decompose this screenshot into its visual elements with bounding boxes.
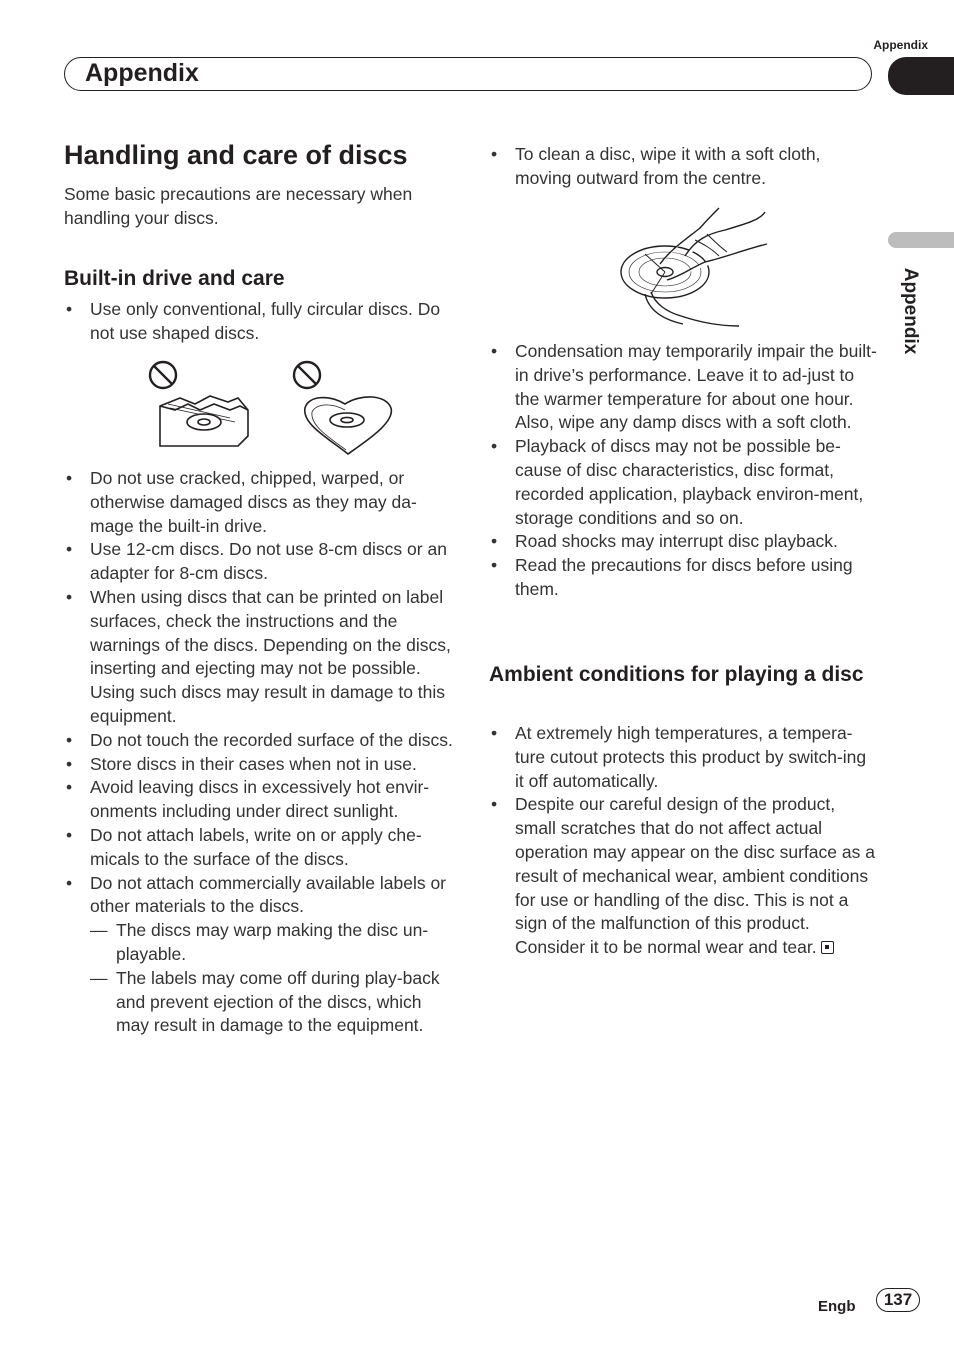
clean-list [489, 143, 874, 191]
section-bar-label: Appendix [85, 59, 199, 87]
end-of-section-icon [821, 941, 834, 954]
intro-paragraph: Some basic precautions are necessary when handling your discs. [64, 184, 413, 228]
list-item: • Playback of discs may not be possible be-cause of disc characteristics, disc format, recorded application, playback environ-ment, storage conditions and so on. [489, 435, 879, 530]
running-head: Appendix [873, 38, 928, 52]
builtin-list-top [64, 298, 449, 346]
list-item: • When using discs that can be printed on label surfaces, check the instructions and the warnings of the discs. Depending on the discs, inserting and ejecting may not be possible. Using such discs may result in damage to this equipment. [64, 586, 456, 729]
list-item: • Do not use cracked, chipped, warped, or otherwise damaged discs as they may da-mage the built-in drive. [64, 467, 456, 538]
list-item-text: Do not attach commercially available labels or other materials to the discs. [90, 872, 446, 917]
list-item: • Use 12-cm discs. Do not use 8-cm discs or an adapter for 8-cm discs. [64, 538, 456, 586]
list-item: • To clean a disc, wipe it with a soft cloth, moving outward from the centre. [489, 143, 874, 191]
list-item: • Use only conventional, fully circular discs. Do not use shaped discs. [64, 298, 449, 346]
list-item: • At extremely high temperatures, a tempera-ture cutout protects this product by switch-ing it off automatically. [489, 722, 879, 793]
side-tab-marker [888, 232, 954, 248]
list-item: • Do not attach labels, write on or apply che-micals to the surface of the discs. [64, 824, 456, 872]
page-number: 137 [876, 1288, 920, 1312]
section-tab-marker [888, 57, 954, 95]
list-item: • Road shocks may interrupt disc playback. [489, 530, 879, 554]
list-item: • Store discs in their cases when not in use. [64, 753, 456, 777]
prohibited-icon [294, 362, 320, 388]
list-item: • Do not touch the recorded surface of the discs. [64, 729, 456, 753]
ambient-list [489, 722, 879, 960]
list-item: • Avoid leaving discs in excessively hot envir-onments including under direct sunlight. [64, 776, 456, 824]
list-item: • Read the precautions for discs before using them. [489, 554, 879, 602]
prohibited-icon [150, 362, 176, 388]
page-title: Handling and care of discs [64, 140, 408, 170]
section-bar [64, 57, 872, 91]
cleaning-disc-figure [615, 200, 775, 330]
heart-disc-icon [305, 397, 392, 454]
sub-list-item: — The discs may warp making the disc un-playable. [90, 919, 456, 967]
right-list [489, 340, 879, 602]
list-item [64, 872, 456, 1039]
sub-list [90, 919, 456, 1038]
shaped-disc-figure [140, 358, 410, 458]
builtin-list [64, 467, 456, 1038]
list-item-text: Despite our careful design of the product, small scratches that do not affect actual operation may appear on the disc surface as a result of mechanical wear, ambient conditions for use or handling of the disc. This is not a sign of the malfunction of this product. Consider it to be normal wear and tear. [515, 794, 875, 958]
shaped-disc-icon [160, 396, 248, 446]
side-tab-label: Appendix [900, 267, 921, 355]
language-code: Engb [818, 1298, 856, 1315]
builtin-heading: Built-in drive and care [64, 267, 285, 290]
disc-cleaning-icon [621, 208, 767, 326]
list-item [489, 793, 879, 960]
ambient-heading: Ambient conditions for playing a disc [489, 663, 864, 686]
sub-list-item: — The labels may come off during play-back and prevent ejection of the discs, which may result in damage to the equipment. [90, 967, 456, 1038]
list-item: • Condensation may temporarily impair the built-in drive’s performance. Leave it to ad-just to the warmer temperature for about one hour. Also, wipe any damp discs with a soft cloth. [489, 340, 879, 435]
